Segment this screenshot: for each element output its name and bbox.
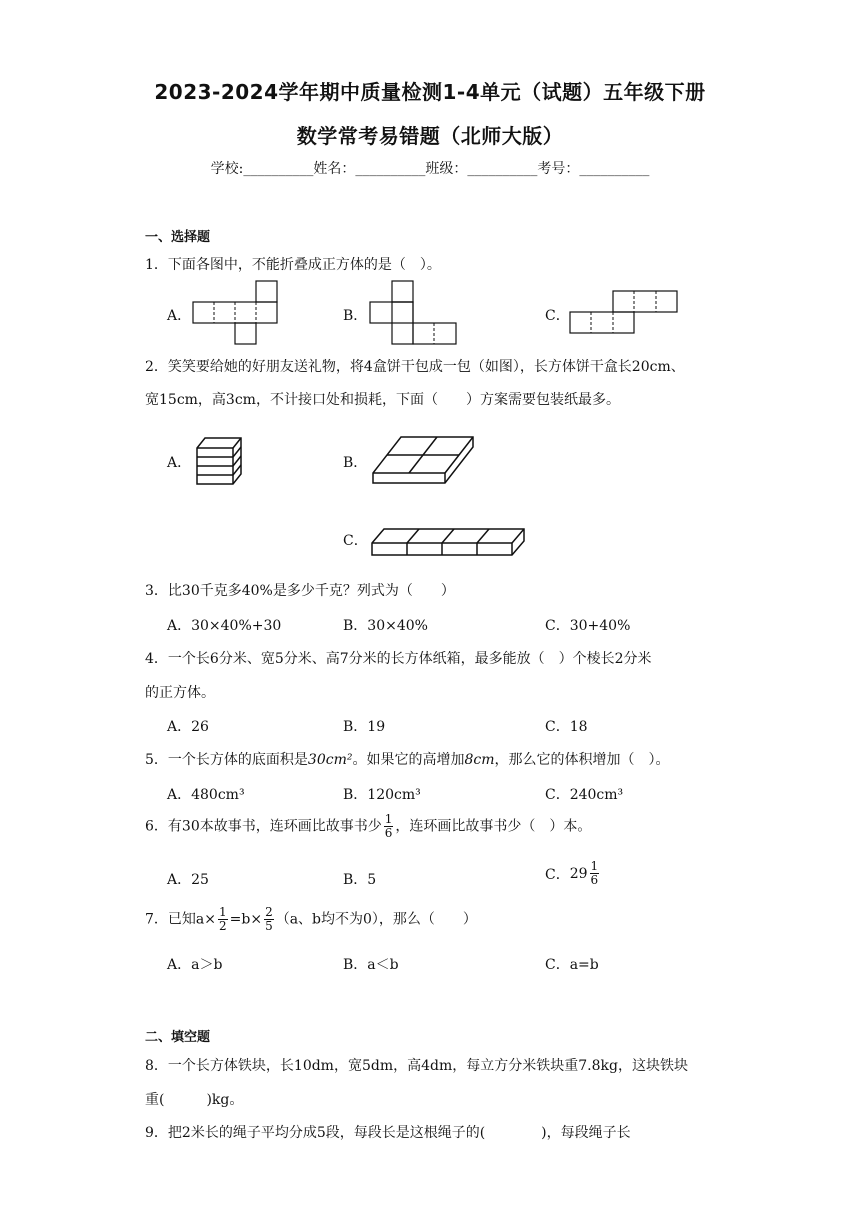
q5-text-c: ，那么它的体积增加（ ）。 bbox=[494, 752, 670, 768]
question-8-line-1: 8．一个长方体铁块，长10dm，宽5dm，高4dm，每立方分米铁块重7.8kg，这块铁块 bbox=[145, 1058, 688, 1074]
question-2-line-1: 2．笑笑要给她的好朋友送礼物，将4盒饼干包成一包（如图），长方体饼干盒长20cm、 bbox=[145, 359, 685, 375]
q1-net-a-figure bbox=[193, 281, 283, 345]
q3-option-b[interactable]: B．30×40% bbox=[343, 618, 428, 634]
school-label: 学校: bbox=[210, 161, 244, 177]
q3-option-a[interactable]: A．30×40%+30 bbox=[167, 618, 282, 634]
question-3: 3．比30千克多40%是多少千克？列式为（ ） bbox=[145, 583, 455, 599]
q7-fraction-1: $\frac{1}{2}$ bbox=[218, 905, 227, 933]
class-label: 班级： bbox=[425, 161, 468, 177]
q4-option-b[interactable]: B．19 bbox=[343, 719, 386, 735]
name-blank[interactable]: __________ bbox=[355, 161, 426, 177]
question-1: 1．下面各图中，不能折叠成正方体的是（ ）。 bbox=[145, 257, 441, 273]
question-5 bbox=[145, 749, 670, 769]
name-label: 姓名： bbox=[313, 161, 356, 177]
q5-option-c[interactable]: C．240cm³ bbox=[545, 787, 624, 803]
q2-option-c[interactable]: C． bbox=[343, 533, 368, 549]
q5-option-a[interactable]: A．480cm³ bbox=[167, 787, 245, 803]
q7-fraction-2: $\frac{2}{5}$ bbox=[265, 905, 273, 933]
q1-option-a[interactable]: A． bbox=[167, 308, 192, 324]
q7-option-b[interactable]: B．a＜b bbox=[343, 957, 399, 973]
q6-option-c[interactable]: C． 29 $\frac{1}{6}$ bbox=[545, 859, 599, 887]
q5-option-b[interactable]: B．120cm³ bbox=[343, 787, 421, 803]
q6-text-b: ，连环画比故事书少（ ）本。 bbox=[395, 818, 592, 835]
number-label: 考号： bbox=[537, 161, 580, 177]
question-8-line-2: 重( )kg。 bbox=[145, 1092, 244, 1108]
q1-option-b[interactable]: B． bbox=[343, 308, 368, 324]
q1-option-c[interactable]: C． bbox=[545, 308, 570, 324]
q6-text-a: 6．有30本故事书，连环画比故事书少 bbox=[145, 818, 382, 835]
section-heading-choice: 一、选择题 bbox=[145, 230, 211, 245]
q5-text-b: 。如果它的高增加 bbox=[352, 752, 465, 768]
q6-fraction: $\frac{1}{6}$ bbox=[384, 812, 393, 840]
q6-option-a[interactable]: A．25 bbox=[167, 872, 209, 888]
question-4-line-1: 4．一个长6分米、宽5分米、高7分米的长方体纸箱，最多能放（ ）个棱长2分米 bbox=[145, 651, 652, 667]
page-subtitle: 数学常考易错题（北师大版） bbox=[296, 124, 564, 148]
q2-option-a[interactable]: A． bbox=[167, 455, 192, 471]
q1-net-c-figure bbox=[570, 291, 682, 335]
q2-option-b[interactable]: B． bbox=[343, 455, 368, 471]
class-blank[interactable]: __________ bbox=[467, 161, 538, 177]
page-title: 2023-2024学年期中质量检测1-4单元（试题）五年级下册 bbox=[154, 80, 706, 104]
q6-option-b[interactable]: B．5 bbox=[343, 872, 377, 888]
student-info-line bbox=[0, 158, 860, 178]
question-4-line-2: 的正方体。 bbox=[145, 685, 215, 701]
question-2-line-2: 宽15cm，高3cm，不计接口处和损耗，下面（ ）方案需要包装纸最多。 bbox=[145, 392, 620, 408]
q2-flat-2x2-boxes-figure bbox=[371, 433, 477, 485]
q7-option-c[interactable]: C．a=b bbox=[545, 957, 599, 973]
q6-c-fraction: $\frac{1}{6}$ bbox=[590, 859, 599, 887]
q3-option-c[interactable]: C．30+40% bbox=[545, 618, 631, 634]
question-9-line-1: 9．把2米长的绳子平均分成5段，每段长是这根绳子的( )，每段绳子长 bbox=[145, 1125, 631, 1141]
q2-row-boxes-figure bbox=[370, 525, 526, 559]
question-6 bbox=[145, 813, 591, 840]
q7-option-a[interactable]: A．a＞b bbox=[167, 957, 223, 973]
q5-text-a: 5．一个长方体的底面积是 bbox=[145, 752, 308, 768]
q2-stacked-boxes-figure bbox=[195, 434, 245, 486]
q5-height-value: 8cm bbox=[464, 752, 495, 768]
question-7: 7．已知a× $\frac{1}{2}$ =b× $\frac{2}{5}$ （a、b均不为0），那么（ ） bbox=[145, 905, 477, 933]
school-blank[interactable]: __________ bbox=[243, 161, 314, 177]
q5-area-value: 30cm² bbox=[307, 752, 353, 768]
q4-option-a[interactable]: A．26 bbox=[167, 719, 209, 735]
q4-option-c[interactable]: C．18 bbox=[545, 719, 588, 735]
section-heading-fill: 二、填空题 bbox=[145, 1030, 211, 1045]
q1-net-b-figure bbox=[370, 281, 460, 345]
q6-c-whole: 29 bbox=[569, 865, 588, 882]
number-blank[interactable]: __________ bbox=[579, 161, 650, 177]
